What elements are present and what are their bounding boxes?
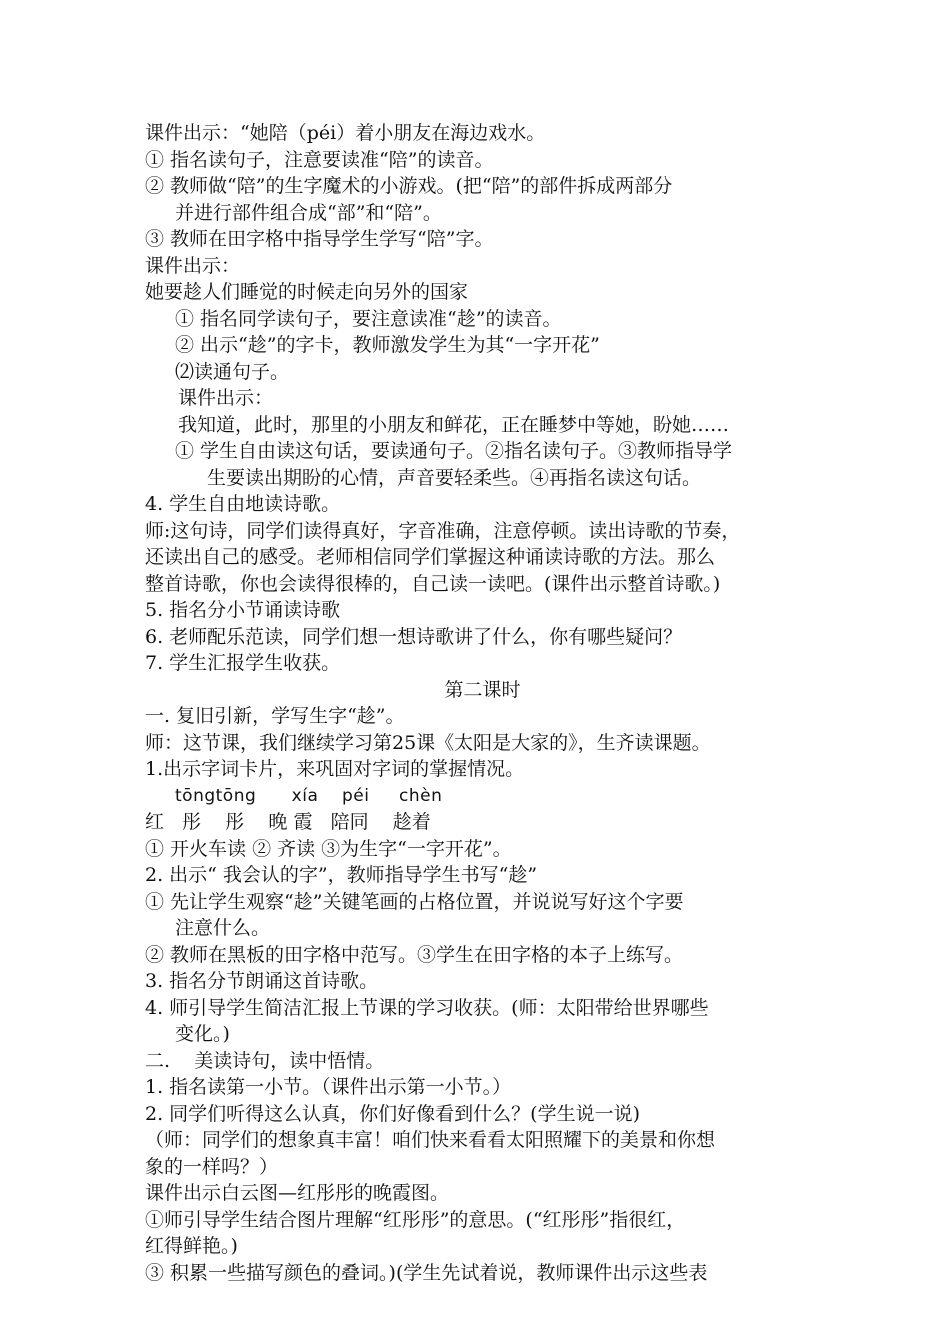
text-line: 4. 师引导学生简洁汇报上节课的学习收获。(师：太阳带给世界哪些 — [145, 996, 709, 1019]
text-line: ① 指名读句子，注意要读准“陪”的读音。 — [145, 148, 494, 171]
text-line: 课件出示： — [178, 387, 274, 409]
text-line: 课件出示： — [145, 254, 241, 277]
text-line: 2. 同学们听得这么认真，你们好像看到什么？(学生说一说) — [145, 1102, 640, 1125]
pinyin-line: tōngtōng xía péi chèn — [175, 785, 443, 806]
text-line: ① 学生自由读这句话，要读通句子。②指名读句子。③教师指导学 — [175, 440, 733, 462]
text-line: 师:这句诗，同学们读得真好，字音准确，注意停顿。读出诗歌的节奏， — [145, 519, 741, 542]
text-line: ② 出示“趁”的字卡，教师激发学生为其“一字开花” — [175, 334, 600, 356]
text-line: 1. 指名读第一小节。（课件出示第一小节。） — [145, 1076, 512, 1098]
text-line: 4. 学生自由地读诗歌。 — [145, 493, 341, 515]
text-line: 3. 指名分节朗诵这首诗歌。 — [145, 970, 379, 992]
text-line: 5. 指名分小节诵读诗歌 — [145, 599, 341, 621]
text-line: ① 先让学生观察“趁”关键笔画的占格位置，并说说写好这个字要 — [145, 890, 684, 913]
text-line: 课件出示：“她陪（péi）着小朋友在海边戏水。 — [145, 122, 546, 144]
text-line: ② 教师做“陪”的生字魔术的小游戏。(把“陪”的部件拆成两部分 — [145, 175, 673, 197]
text-line: 7. 学生汇报学生收获。 — [145, 652, 341, 674]
text-line: 变化。) — [175, 1023, 230, 1045]
text-line: ② 教师在黑板的田字格中范写。③学生在田字格的本子上练写。 — [145, 943, 684, 966]
text-line: 2. 出示“ 我会认的字”，教师指导学生书写“趁” — [145, 864, 538, 886]
text-line: 6. 老师配乐范读，同学们想一想诗歌讲了什么，你有哪些疑问？ — [145, 625, 683, 648]
text-line: 并进行部件组合成“部”和“陪”。 — [175, 201, 442, 224]
section-heading: 第二课时 — [444, 678, 521, 701]
text-line: 生要读出期盼的心情，声音要轻柔些。④再指名读这句话。 — [207, 466, 702, 489]
lesson-plan-text — [145, 120, 820, 1286]
text-line: ③ 积累一些描写颜色的叠词。)(学生先试着说，教师课件出示这些表 — [145, 1261, 708, 1284]
text-line: 她要趁人们睡觉的时候走向另外的国家 — [145, 281, 469, 303]
text-line: ① 开火车读 ② 齐读 ③为生字“一字开花”。 — [145, 837, 512, 860]
text-line: 1.出示字词卡片，来巩固对字词的掌握情况。 — [145, 758, 525, 780]
text-line: ③ 教师在田字格中指导学生学写“陪”字。 — [145, 228, 494, 250]
text-line: ① 指名同学读句子，要注意读准“趁”的读音。 — [175, 307, 562, 330]
text-line: 红得鲜艳。) — [145, 1235, 238, 1257]
text-line: 课件出示白云图—红彤彤的晚霞图。 — [145, 1182, 450, 1204]
text-line: 注意什么。 — [175, 917, 271, 939]
text-line: 师：这节课，我们继续学习第25课《太阳是大家的》，生齐读课题。 — [145, 731, 711, 754]
text-line: ①师引导学生结合图片理解“红彤彤”的意思。(“红彤彤”指很红， — [145, 1208, 686, 1231]
text-line: 象的一样吗？） — [145, 1155, 279, 1178]
text-line: 二. 美读诗句，读中悟情。 — [145, 1049, 385, 1072]
text-line: 我知道，此时，那里的小朋友和鲜花，正在睡梦中等她，盼她…… — [178, 413, 730, 436]
text-line: （师：同学们的想象真丰富！咱们快来看看太阳照耀下的美景和你想 — [145, 1129, 716, 1151]
text-line: 整首诗歌，你也会读得很棒的，自己读一读吧。(课件出示整首诗歌。) — [145, 572, 721, 595]
text-line: 还读出自己的感受。老师相信同学们掌握这种诵读诗歌的方法。那么 — [145, 546, 716, 568]
text-line: 一. 复旧引新，学写生字“趁”。 — [145, 705, 405, 727]
word-card-line: 红 彤 彤 晚 霞 陪同 趁着 — [145, 811, 431, 833]
text-line: ⑵读通句子。 — [175, 360, 290, 383]
